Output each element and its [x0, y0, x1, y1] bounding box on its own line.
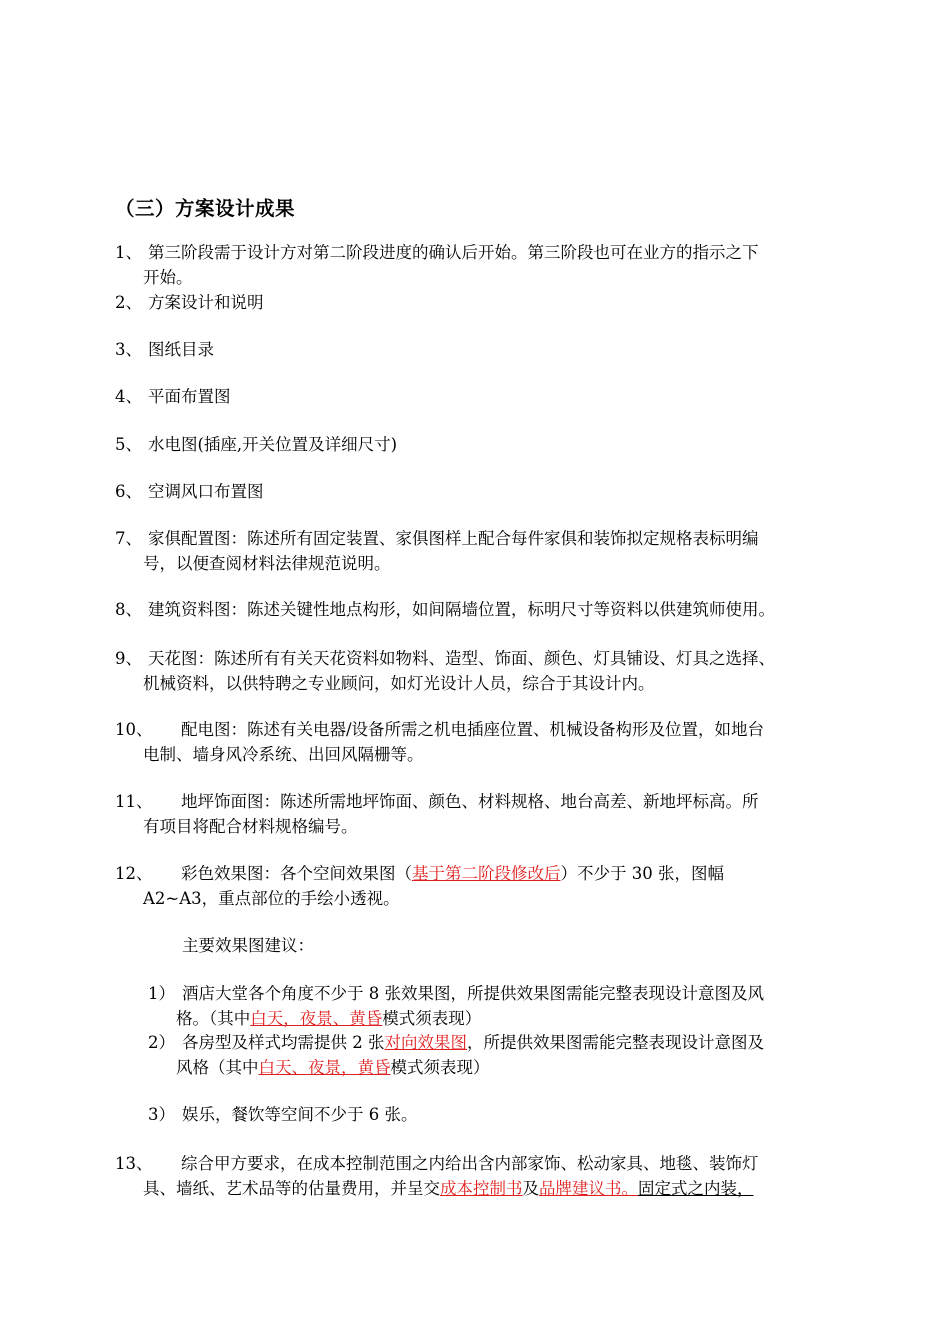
list-item: 4、 平面布置图	[115, 387, 231, 406]
highlight-text: 白天，夜景、黄昏	[250, 1009, 383, 1028]
list-item: 10、 配电图：陈述有关电器/设备所需之机电插座位置、机械设备构形及位置，如地台 电制、墙身风冷系统、出回风隔栅等。	[115, 720, 765, 764]
list-item: 3、 图纸目录	[115, 340, 214, 359]
sub-item: 2） 各房型及样式均需提供 2 张对向效果图，所提供效果图需能完整表现设计意图及 风格（其中白天、夜景，黄昏模式须表现）	[148, 1033, 764, 1077]
highlight-text: 基于第二阶段修改后	[412, 864, 561, 883]
list-item: 8、 建筑资料图：陈述关键性地点构形，如间隔墙位置，标明尺寸等资料以供建筑师使用。	[115, 600, 775, 619]
sub-item: 1） 酒店大堂各个角度不少于 8 张效果图，所提供效果图需能完整表现设计意图及风 格。（其中白天，夜景、黄昏模式须表现）	[148, 984, 764, 1028]
list-item: 2、 方案设计和说明	[115, 293, 264, 312]
highlight-text: 成本控制书	[440, 1179, 523, 1198]
list-item: 6、 空调风口布置图	[115, 482, 264, 501]
list-item: 9、 天花图：陈述所有有关天花资料如物料、造型、饰面、颜色、灯具铺设、灯具之选择、 机械资料，以供特聘之专业顾问，如灯光设计人员，综合于其设计内。	[115, 649, 775, 693]
list-item: 5、 水电图(插座,开关位置及详细尺寸)	[115, 435, 398, 454]
highlight-text: 白天、夜景，黄昏	[258, 1058, 391, 1077]
sub-item: 3） 娱乐，餐饮等空间不少于 6 张。	[148, 1105, 418, 1124]
list-item-13: 13、 综合甲方要求，在成本控制范围之内给出含内部家饰、松动家具、地毯、装饰灯 具、墙纸、艺术品等的估量费用，并呈交成本控制书及品牌建议书。固定式之内装，	[115, 1154, 759, 1198]
suggestion-title: 主要效果图建议：	[182, 936, 314, 955]
list-item: 1、 第三阶段需于设计方对第二阶段进度的确认后开始。第三阶段也可在业方的指示之下 开始。	[115, 243, 759, 287]
highlight-text: 品牌建议书。	[539, 1179, 638, 1198]
list-item-12: 12、 彩色效果图：各个空间效果图（基于第二阶段修改后）不少于 30 张，图幅 A2~A3，重点部位的手绘小透视。	[115, 864, 724, 908]
section-heading: （三）方案设计成果	[115, 197, 296, 220]
list-item: 7、 家俱配置图：陈述所有固定装置、家俱图样上配合每件家俱和装饰拟定规格表标明编 号，以便查阅材料法律规范说明。	[115, 529, 759, 573]
highlight-text: 对向效果图	[384, 1033, 467, 1052]
list-item: 11、 地坪饰面图：陈述所需地坪饰面、颜色、材料规格、地台高差、新地坪标高。所 有项目将配合材料规格编号。	[115, 792, 759, 836]
